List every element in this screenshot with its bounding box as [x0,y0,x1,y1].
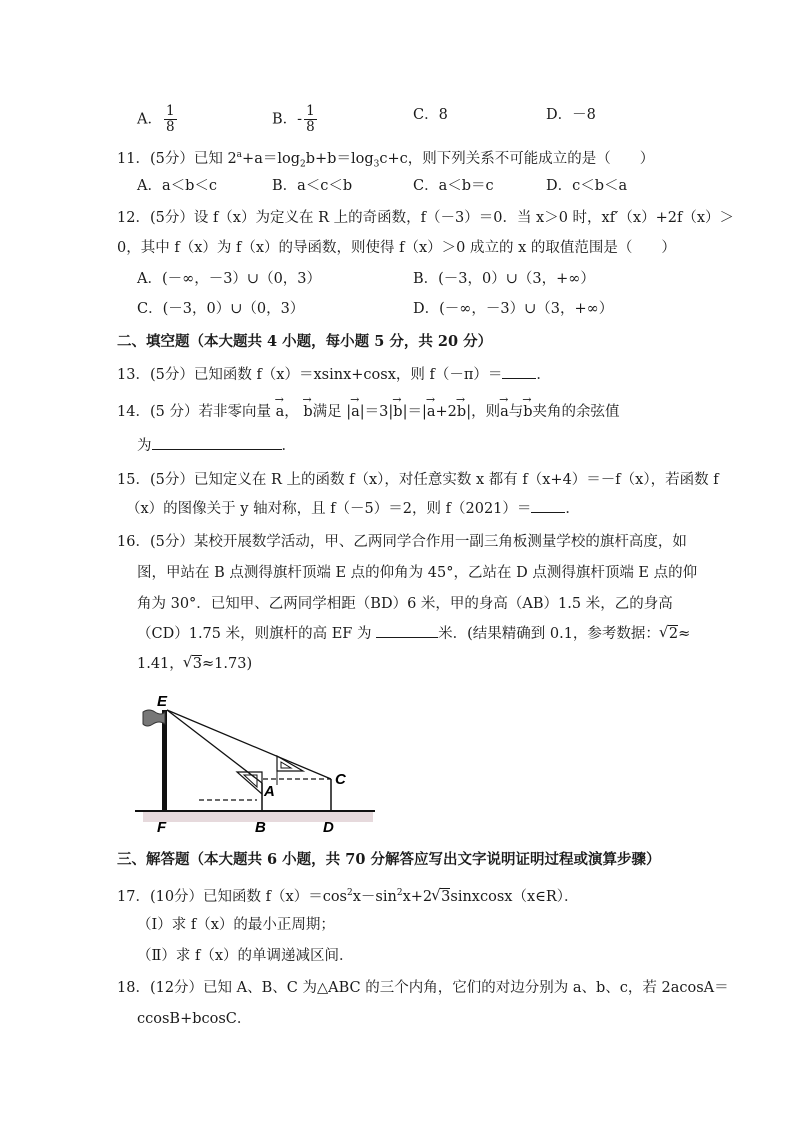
q13-text: 13．(5分）已知函数 f（x）＝xsinx+cosx，则 f（－π）＝ [117,367,503,383]
q11-option-c: C．a＜b＝c [413,178,494,194]
q14-line1 [117,401,620,423]
label-c: C [335,771,346,788]
vector-a: → a [427,401,436,423]
sqrt-3: √ 3 [192,655,202,672]
sight-line-c [167,710,331,779]
q16-line1: 16．(5分）某校开展数学活动，甲、乙两同学合作用一副三角板测量学校的旗杆高度，如 [117,534,687,550]
q13-end: ． [536,367,551,383]
sqrt-3: √ 3 [440,888,450,905]
q11-sub: 2 [300,159,306,170]
q14-text: ， [284,404,299,420]
vector-a: → a [351,401,360,423]
q13 [117,364,551,386]
q10-option-b [272,104,319,135]
label-b: B [255,819,266,836]
q14-text: 为 [137,438,152,454]
q10-option-a [137,104,179,135]
set-square-a [237,772,262,794]
fraction-numerator: 1 [165,103,175,119]
q14-text: 夹角的余弦值 [532,404,620,420]
q14-text: +2 [435,404,457,420]
q12-option-c: C．(－3，0）∪（0，3） [137,301,305,317]
q16-text: ≈1.73) [202,656,253,672]
q12-option-b: B．(－3，0）∪（3，+∞） [413,271,595,287]
q10-option-d: D．－8 [546,107,596,123]
q14-text: |＝| [402,404,427,420]
sqrt-2: √ 2 [668,625,678,642]
q16-text: 米．(结果精确到 0.1，参考数据： [438,626,660,642]
q16-line3: 角为 30°．已知甲、乙两同学相距（BD）6 米，甲的身高（AB）1.5 米，乙的身高 [137,596,673,612]
q16-text: 1.41， [137,656,184,672]
q11-text: +a＝log [242,150,300,167]
option-label: B． [272,111,298,128]
q17-text: x+2 [402,888,433,905]
minus-sign: - [297,111,303,128]
label-f: F [157,819,167,836]
q11-stem [117,144,654,176]
set-square-c [277,756,303,771]
q17-stem [117,882,579,908]
q10-option-c: C．8 [413,107,448,123]
q14-text: 满足 | [312,404,352,420]
q17-sup: 2 [347,888,353,898]
q17-part1: （Ⅰ）求 f（x）的最小正周期； [137,917,335,933]
q11-text: b+b＝log [305,150,374,167]
q15-line1: 15．(5分）已知定义在 R 上的函数 f（x），对任意实数 x 都有 f（x+4）＝－f（x），若函数 f [117,472,719,488]
label-a: A [264,783,275,800]
q12-option-d: D．(－∞，－3）∪（3，+∞） [413,301,614,317]
answer-blank [502,364,536,379]
q16-line4 [137,623,690,645]
q17-sup: 2 [396,888,403,898]
q11-option-b: B．a＜c＜b [272,178,353,194]
q11-sup: a [236,150,243,160]
flag [143,710,165,726]
q11-option-d: D．c＜b＜a [546,178,628,194]
vector-b: → b [393,401,402,423]
fraction-numerator: 1 [306,103,315,119]
vector-b: → b [303,401,312,423]
q14-text: |，则 [466,404,501,420]
answer-blank [152,435,282,450]
q11-text: 11．(5分）已知 2 [117,150,237,167]
option-label: A． [137,111,162,128]
label-e: E [157,693,168,710]
q14-text: 与 [508,404,524,420]
q16-line5 [137,653,252,675]
q18-line2: ccosB+bcosC． [137,1011,252,1027]
q12-line1: 12．(5分）设 f（x）为定义在 R 上的奇函数，f（－3）＝0．当 x＞0 时，xf′（x）+2f（x）＞ [117,210,734,226]
q15-text: （x）的图像关于 y 轴对称，且 f（－5）＝2，则 f（2021）＝ [126,501,532,517]
q12-line2: 0，其中 f（x）为 f（x）的导函数，则使得 f（x）＞0 成立的 x 的取值范围是（ ） [117,240,676,256]
q12-option-a: A．(－∞，－3）∪（0，3） [137,271,322,287]
q15-line2 [126,498,580,520]
fraction-denominator: 8 [306,119,315,135]
vector-b: → b [523,401,532,423]
q11-option-a: A．a＜b＜c [137,178,218,194]
q17-text: x－sin [352,888,397,905]
q14-text: |＝3| [359,404,394,420]
flagpole-figure [135,690,385,840]
vector-a: → a [276,401,285,423]
fraction [304,104,317,135]
label-d: D [323,819,334,836]
answer-blank [376,623,438,638]
q14-line2 [137,435,296,457]
q18-line1: 18．(12分）已知 A、B、C 为△ABC 的三个内角，它们的对边分别为 a、b、c，若 2acosA＝ [117,980,729,996]
q16-text: （CD）1.75 米，则旗杆的高 EF 为 [137,626,372,642]
q17-text: sinxcosx（x∈R）． [450,888,579,905]
q17-part2: （Ⅱ）求 f（x）的单调递减区间． [137,948,354,964]
q16-text: ≈ [678,626,691,642]
fraction [164,104,177,135]
section-3-title: 三、解答题（本大题共 6 小题，共 70 分解答应写出文字说明证明过程或演算步骤） [117,851,661,868]
q15-end: ． [565,501,580,517]
fraction-denominator: 8 [165,119,175,135]
q16-line2: 图，甲站在 B 点测得旗杆顶端 E 点的仰角为 45°，乙站在 D 点测得旗杆顶端 E 点的仰 [137,565,698,581]
q17-text: 17．(10分）已知函数 f（x）＝cos [117,888,348,905]
q11-sub: 3 [373,159,380,170]
q14-end: ． [281,438,296,454]
answer-blank [531,498,565,513]
section-2-title: 二、填空题（本大题共 4 小题，每小题 5 分，共 20 分） [117,333,493,350]
flagpole [162,710,167,811]
vector-b: → b [457,401,466,423]
q14-text: 14．(5 分）若非零向量 [117,404,271,420]
vector-a: → a [500,401,509,423]
q11-text: c+c，则下列关系不可能成立的是（ ） [379,150,655,167]
